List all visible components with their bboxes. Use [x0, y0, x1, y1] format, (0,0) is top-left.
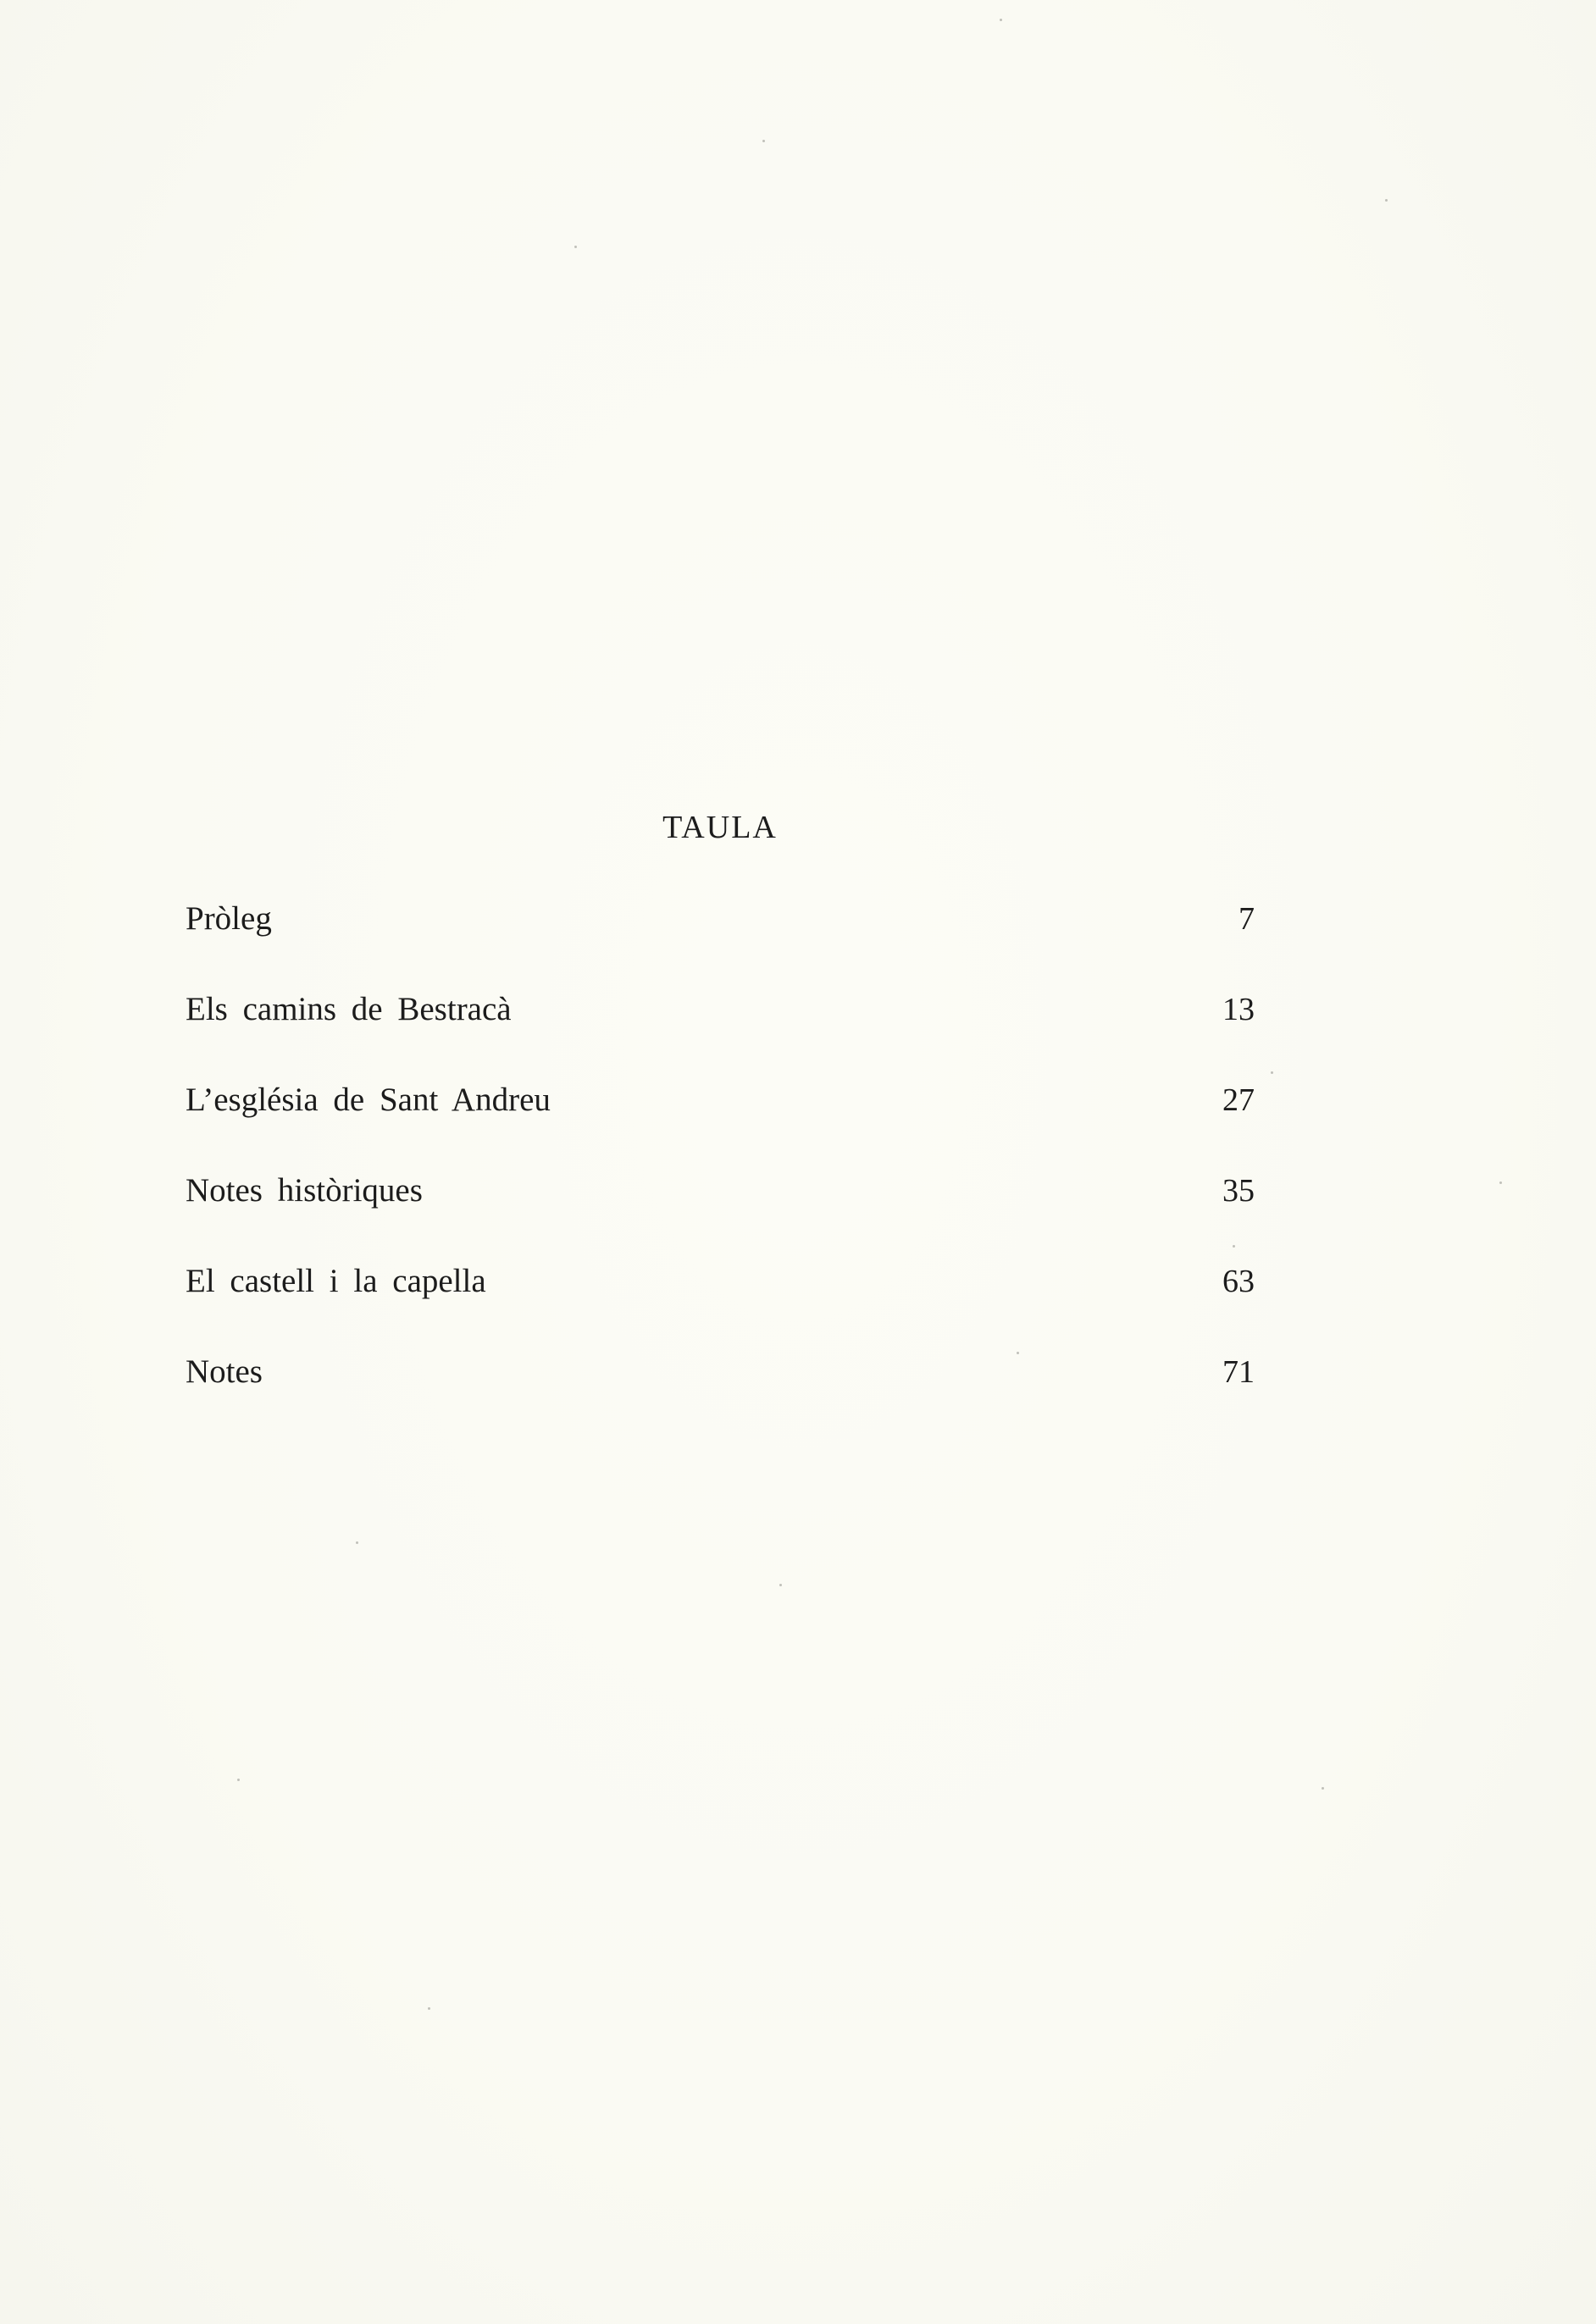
paper-speck: [1385, 199, 1388, 202]
toc-entry-page: 7: [1239, 901, 1255, 937]
paper-speck: [1000, 19, 1002, 21]
toc-entry-label: El castell i la capella: [186, 1263, 486, 1299]
toc-list: [186, 902, 1255, 1446]
paper-speck: [779, 1584, 782, 1586]
toc-entry: [186, 1083, 1255, 1174]
toc-entry-label: Pròleg: [186, 900, 272, 937]
toc-entry: [186, 902, 1255, 993]
toc-entry-page: 27: [1222, 1082, 1255, 1118]
toc-entry-page: 35: [1222, 1173, 1255, 1209]
paper-speck: [1271, 1071, 1273, 1074]
toc-heading: TAULA: [662, 810, 778, 845]
paper-speck: [428, 2007, 430, 2010]
toc-entry-label: L’església de Sant Andreu: [186, 1082, 551, 1118]
paper-speck: [762, 140, 765, 142]
paper-speck: [1499, 1181, 1502, 1184]
paper-speck: [237, 1779, 240, 1781]
toc-entry: [186, 993, 1255, 1083]
paper-speck: [574, 246, 577, 248]
toc-entry-label: Notes: [186, 1353, 263, 1390]
toc-entry: [186, 1174, 1255, 1264]
toc-entry-page: 71: [1222, 1354, 1255, 1390]
paper-speck: [1322, 1787, 1324, 1790]
toc-entry-page: 63: [1222, 1264, 1255, 1299]
toc-entry-label: Notes històriques: [186, 1172, 423, 1209]
toc-entry: [186, 1355, 1255, 1446]
toc-entry: [186, 1264, 1255, 1355]
paper-speck: [356, 1541, 358, 1544]
toc-entry-page: 13: [1222, 992, 1255, 1027]
toc-entry-label: Els camins de Bestracà: [186, 991, 512, 1027]
